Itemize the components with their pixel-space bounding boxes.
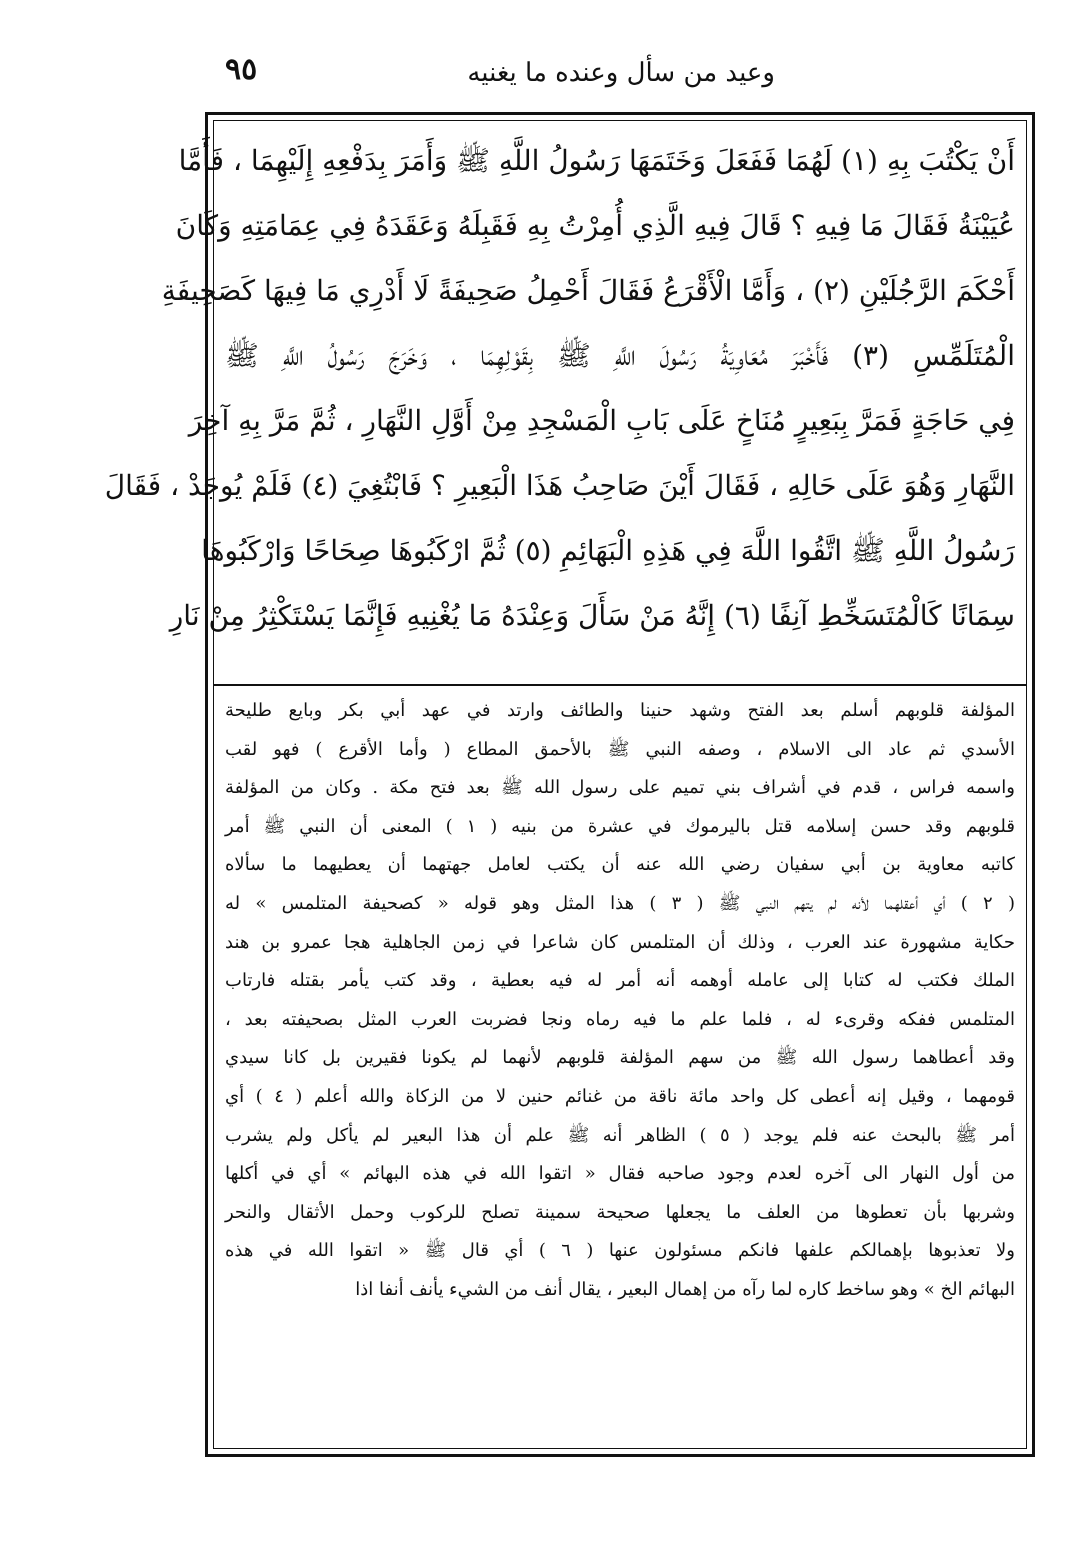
footnote-divider [213, 684, 1027, 686]
main-text-line: أَنْ يَكْتُبَ بِهِ (١) لَهُمَا فَفَعَلَ وَخَتَمَهَا رَسُولُ اللَّهِ ﷺ وَأَمَرَ بِدَفْعِهِ إِلَيْهِمَا ، فَأَمَّا [178, 144, 1015, 177]
main-text [104, 128, 1015, 648]
page-number: ٩٥ [225, 52, 258, 87]
footnote-line: كاتبه معاوية بن أبي سفيان رضي الله عنه أن يكتب لعامل جهتهما أن يعطيهما ما سألاه [225, 854, 1015, 876]
footnote-line: حكاية مشهورة عند العرب ، وذلك أن المتلمس كان شاعرا في زمن الجاهلية هجا عمرو بن هند [225, 931, 1015, 953]
footnote-line: ( ٢ ) أي أعقلهما لأنه لم يتهم النبي ﷺ ( ٣ ) هذا المثل وهو قوله « كصحيفة المتلمس » له [225, 892, 1015, 914]
footnote-line: قلوبهم وقد حسن إسلامه قتل باليرموك في عشرة من بنيه ( ١ ) المعنى أن النبي ﷺ أمر [225, 815, 1015, 837]
footnote-line: الملك فكتب له كتابا إلى عامله أوهمه أنه أمر له فيه بعطية ، وقد كتب يأمر بقتله فارتاب [225, 970, 1015, 992]
running-title: وعيد من سأل وعنده ما يغنيه [467, 58, 775, 88]
footnote-line: المتلمس ففكه وقرىء له ، فلما علم ما فيه رماه ونجا فضربت العرب المثل بصحيفته بعد ، [225, 1008, 1015, 1030]
footnotes [225, 692, 1015, 1310]
footnote-line: أمر ﷺ بالبحث عنه فلم يوجد ( ٥ ) الظاهر أنه ﷺ علم أن هذا البعير لم يأكل ولم يشرب [225, 1124, 1015, 1146]
main-text-line: أَحْكَمَ الرَّجُلَيْنِ (٢) ، وَأَمَّا الْأَقْرَعُ فَقَالَ أَحْمِلُ صَحِيفَةً لَا أَدْرِي مَا فِيهَا كَصَحِيفَةِ [161, 274, 1015, 307]
footnote-line: البهائم الخ » وهو ساخط كاره لما رآه من إهمال البعير ، يقال أنف من الشيء يأنف أنفا اذا [355, 1278, 1015, 1300]
footnote-line: قومهما ، وقيل إنه أعطى كل واحد مائة ناقة من غنائم حنين لا من الزكاة والله أعلم ( ٤ ) أي [225, 1085, 1015, 1107]
footnote-line: وقد أعطاهما رسول الله ﷺ من سهم المؤلفة قلوبهم لأنهما لم يكونا فقيرين بل كانا سيدي [225, 1047, 1015, 1069]
page-header [205, 52, 1035, 112]
main-text-line: عُيَيْنَةُ فَقَالَ مَا فِيهِ ؟ قَالَ فِيهِ الَّذِي أُمِرْتُ بِهِ فَقَبِلَهُ وَعَقَدَهُ فِي عِمَامَتِهِ وَكَانَ [175, 209, 1015, 242]
main-text-line: النَّهَارِ وَهُوَ عَلَى حَالِهِ ، فَقَالَ أَيْنَ صَاحِبُ هَذَا الْبَعِيرِ ؟ فَابْتُغِيَ (٤) فَلَمْ يُوجَدْ ، فَقَالَ [104, 469, 1015, 502]
footnote-line: ولا تعذبوها بإهمالكم علفها فانكم مسئولون عنها ( ٦ ) أي قال ﷺ « اتقوا الله في هذه [225, 1240, 1015, 1262]
main-text-line: رَسُولُ اللَّهِ ﷺ اتَّقُوا اللَّهَ فِي هَذِهِ الْبَهَائِمِ (٥) ثُمَّ ارْكَبُوهَا صِحَاحًا وَارْكَبُوهَا [201, 534, 1015, 567]
main-text-line: الْمُتَلَمِّسِ (٣) فَأَخْبَرَ مُعَاوِيَةُ رَسُولَ اللَّهِ ﷺ بِقَوْلِهِمَا ، وَخَرَجَ رَسُولُ اللَّهِ ﷺ [225, 339, 1015, 372]
footnote-line: الأسدي ثم عاد الى الاسلام ، وصفه النبي ﷺ بالأحمق المطاع ( وأما الأقرع ) فهو لقب [225, 738, 1015, 760]
footnote-line: واسمه فراس ، قدم في أشراف بني تميم على رسول الله ﷺ بعد فتح مكة . وكان من المؤلفة [225, 777, 1015, 799]
footnote-line: المؤلفة قلوبهم أسلم بعد الفتح وشهد حنينا والطائف وارتد في عهد أبي بكر وبايع طليحة [225, 700, 1016, 721]
footnote-line: من أول النهار الى آخره لعدم وجود صاحبه فقال « اتقوا الله في هذه البهائم » أي في أكلها [225, 1163, 1015, 1185]
main-text-line: فِي حَاجَةٍ فَمَرَّ بِبَعِيرٍ مُنَاخٍ عَلَى بَابِ الْمَسْجِدِ مِنْ أَوَّلِ النَّهَارِ ، ثُمَّ مَرَّ بِهِ آخِرَ [188, 404, 1015, 437]
main-text-line: سِمَانًا كَالْمُتَسَخِّطِ آنِفًا (٦) إِنَّهُ مَنْ سَأَلَ وَعِنْدَهُ مَا يُغْنِيهِ فَإِنَّمَا يَسْتَكْثِرُ مِنْ نَارِ [169, 599, 1015, 632]
footnote-line: وشربها بأن تعطوها من العلف ما يجعلها صحيحة سمينة تصلح للركوب وحمل الأثقال والنحر [225, 1201, 1015, 1223]
